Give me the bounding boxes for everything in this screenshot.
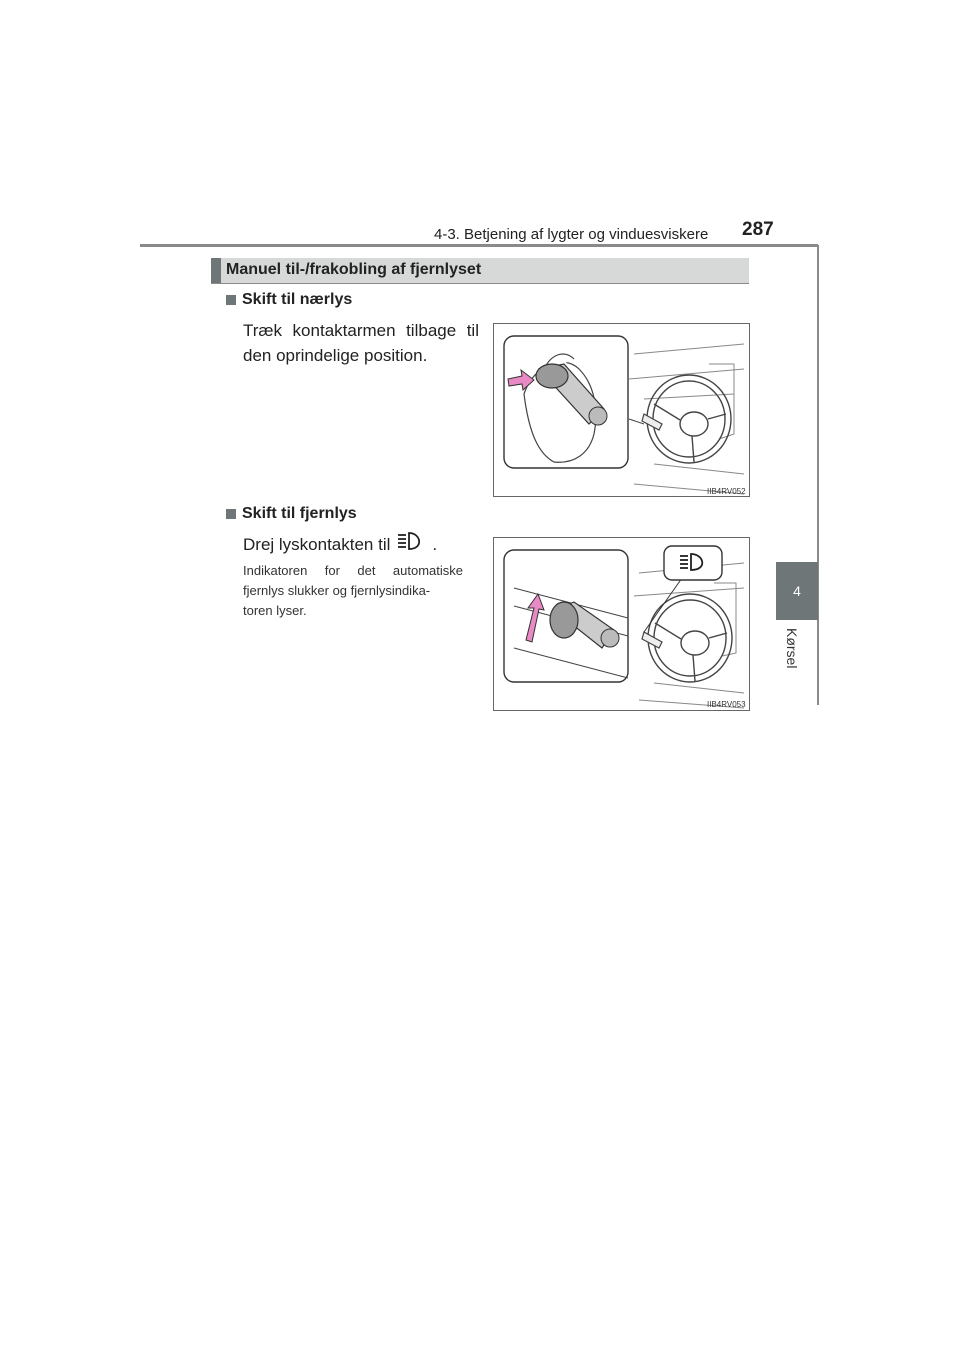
section-title: Manuel til-/frakobling af fjernlyset: [226, 261, 482, 278]
instruction-line: [243, 531, 437, 558]
instruction-line: den oprindelige position.: [243, 346, 428, 365]
section-underline: [211, 283, 749, 284]
subheading-low-beam: [226, 291, 352, 309]
instruction-line: Træk kontaktarmen tilbage til: [243, 321, 479, 340]
figure-low-beam: [493, 323, 750, 497]
figure-code: IIB4RV052: [707, 487, 746, 496]
bullet-square-icon: [226, 295, 236, 305]
chapter-title: Kørsel: [784, 628, 800, 669]
note-line: Indikatoren for det automatiske: [243, 563, 463, 578]
chapter-number: 4: [793, 583, 801, 599]
header-divider: [140, 244, 818, 247]
bullet-square-icon: [226, 509, 236, 519]
side-divider: [817, 245, 819, 705]
instruction-text: .: [432, 535, 438, 554]
subheading-high-beam: [226, 505, 357, 523]
note-line: toren lyser.: [243, 603, 307, 618]
high-beam-icon: [396, 531, 426, 558]
lever-pull-illustration: [494, 324, 749, 496]
instruction-text: Drej lyskontakten til: [243, 535, 391, 554]
page-number: 287: [742, 219, 774, 240]
note-line: fjernlys slukker og fjernlysindika-: [243, 583, 431, 598]
figure-code: IIB4RV053: [707, 700, 746, 709]
lever-push-illustration: [494, 538, 749, 710]
subheading-text: Skift til fjernlys: [242, 505, 357, 522]
subheading-text: Skift til nærlys: [242, 291, 353, 308]
figure-high-beam: [493, 537, 750, 711]
running-header: 4-3. Betjening af lygter og vinduesviskere: [434, 226, 709, 243]
